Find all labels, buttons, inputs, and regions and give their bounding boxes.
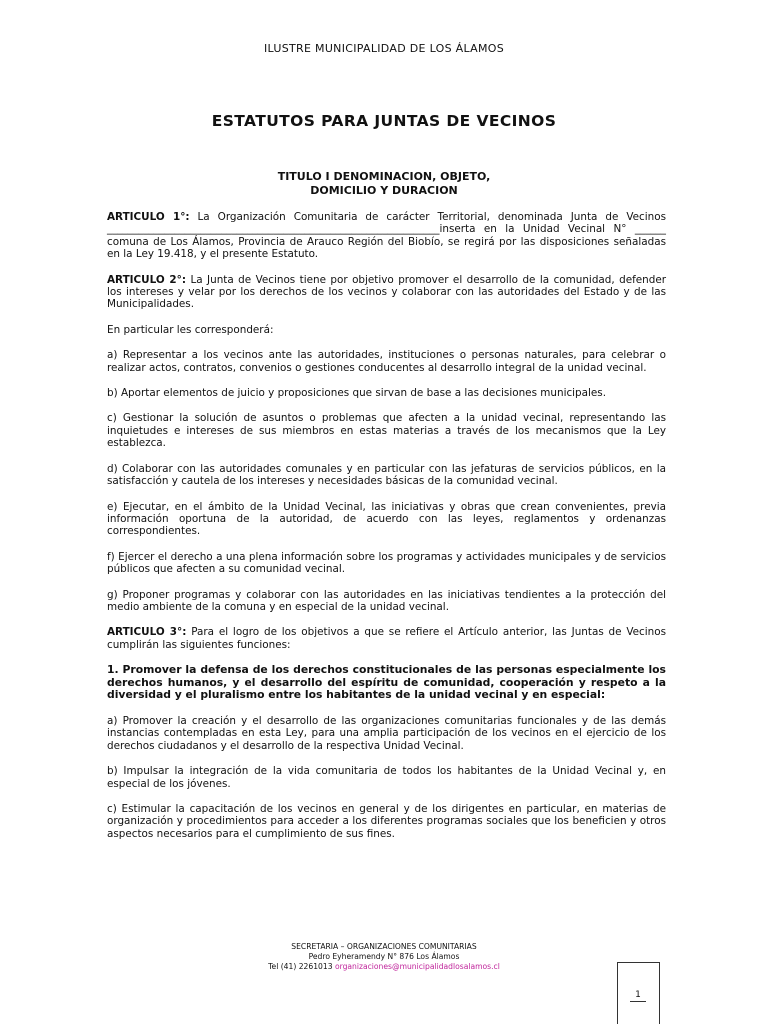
article-2-item-a: a) Representar a los vecinos ante las autoridades, instituciones o personas naturales, para celebrar o realizar actos, contratos, convenios o gestiones conducentes al desarrollo integral de la unidad vecinal.: [107, 349, 666, 374]
article-2-item-c: c) Gestionar la solución de asuntos o problemas que afecten a la unidad vecinal, representando las inquietudes e intereses de sus miembros en estas materias a través de los mecanismos que la Ley establezca.: [107, 412, 666, 450]
article-2-label: ARTICULO 2°:: [107, 273, 187, 286]
article-2-intro: En particular les corresponderá:: [107, 323, 274, 336]
article-1-text: La Organización Comunitaria de carácter Territorial, denominada Junta de Vecinos ________________________________________________________________inserta en la Unidad Vecinal N° ______ comuna de Los Álamos, Provincia de Arauco Región del Biobío, se regirá por las disposiciones señaladas en la Ley 19.418, y el presente Estatuto.: [107, 211, 666, 261]
article-2-text: La Junta de Vecinos tiene por objetivo promover el desarrollo de la comunidad, defender los intereses y velar por los derechos de los vecinos y colaborar con las autoridades del Estado y de las Municipalidades.: [107, 273, 667, 311]
footer-email-link[interactable]: organizaciones@municipalidadlosalamos.cl: [334, 962, 500, 971]
footer-phone: Tel (41) 2261013: [268, 962, 335, 971]
article-2-item-e: e) Ejecutar, en el ámbito de la Unidad Vecinal, las iniciativas y obras que crean convenientes, previa información oportuna de la autoridad, de acuerdo con las leyes, reglamentos y ordenanzas correspondientes.: [107, 500, 666, 538]
document-title: ESTATUTOS PARA JUNTAS DE VECINOS: [211, 112, 557, 130]
document-body: [107, 211, 666, 853]
footer-address: Pedro Eyheramendy N° 876 Los Álamos: [308, 952, 460, 961]
article-2-item-f: f) Ejercer el derecho a una plena información sobre los programas y actividades municipales y de servicios públicos que afecten a su comunidad vecinal.: [107, 550, 666, 576]
article-3-text: Para el logro de los objetivos a que se refiere el Artículo anterior, las Juntas de Vecinos cumplirán las siguientes funciones:: [107, 626, 666, 651]
article-1-label: ARTICULO 1°:: [107, 211, 190, 223]
article-3-item-c: c) Estimular la capacitación de los vecinos en general y de los dirigentes en particular, en materias de organización y procedimientos para acceder a los diferentes programas sociales que los beneficien y otros aspectos necesarios para el cumplimiento de sus fines.: [107, 802, 666, 840]
article-3-point-1: 1. Promover la defensa de los derechos constitucionales de las personas especialmente los derechos humanos, y el desarrollo del espíritu de comunidad, cooperación y respeto a la diversidad y el pluralismo entre los habitantes de la unidad vecinal y en especial:: [107, 663, 666, 702]
article-1: [107, 211, 666, 261]
page-number: 1: [630, 990, 646, 1002]
article-2: [107, 274, 666, 311]
article-2-item-d: d) Colaborar con las autoridades comunales y en particular con las jefaturas de servicios públicos, en la satisfacción y cautela de los intereses y necesidades básicas de la comunidad vecinal.: [107, 462, 666, 488]
article-3-item-b: b) Impulsar la integración de la vida comunitaria de todos los habitantes de la Unidad Vecinal y, en especial de los jóvenes.: [107, 765, 666, 790]
section-title: [0, 170, 768, 198]
article-2-item-b: b) Aportar elementos de juicio y proposiciones que sirvan de base a las decisiones municipales.: [107, 387, 607, 400]
article-3-label: ARTICULO 3°:: [107, 626, 187, 639]
page-header: ILUSTRE MUNICIPALIDAD DE LOS ÁLAMOS: [263, 42, 505, 55]
article-3: [107, 626, 666, 651]
footer-department: SECRETARIA – ORGANIZACIONES COMUNITARIAS: [291, 942, 477, 951]
article-2-item-g: g) Proponer programas y colaborar con las autoridades en las iniciativas tendientes a la protección del medio ambiente de la comuna y en especial de la unidad vecinal.: [107, 588, 666, 613]
section-title-line-2: DOMICILIO Y DURACION: [310, 184, 458, 197]
article-3-item-a: a) Promover la creación y el desarrollo de las organizaciones comunitarias funcionales y de las demás instancias contempladas en esta Ley, para una amplia participación de los vecinos en el ejercicio de los derechos ciudadanos y el desarrollo de la respectiva Unidad Vecinal.: [107, 714, 666, 752]
section-title-line-1: TITULO I DENOMINACION, OBJETO,: [277, 170, 491, 183]
